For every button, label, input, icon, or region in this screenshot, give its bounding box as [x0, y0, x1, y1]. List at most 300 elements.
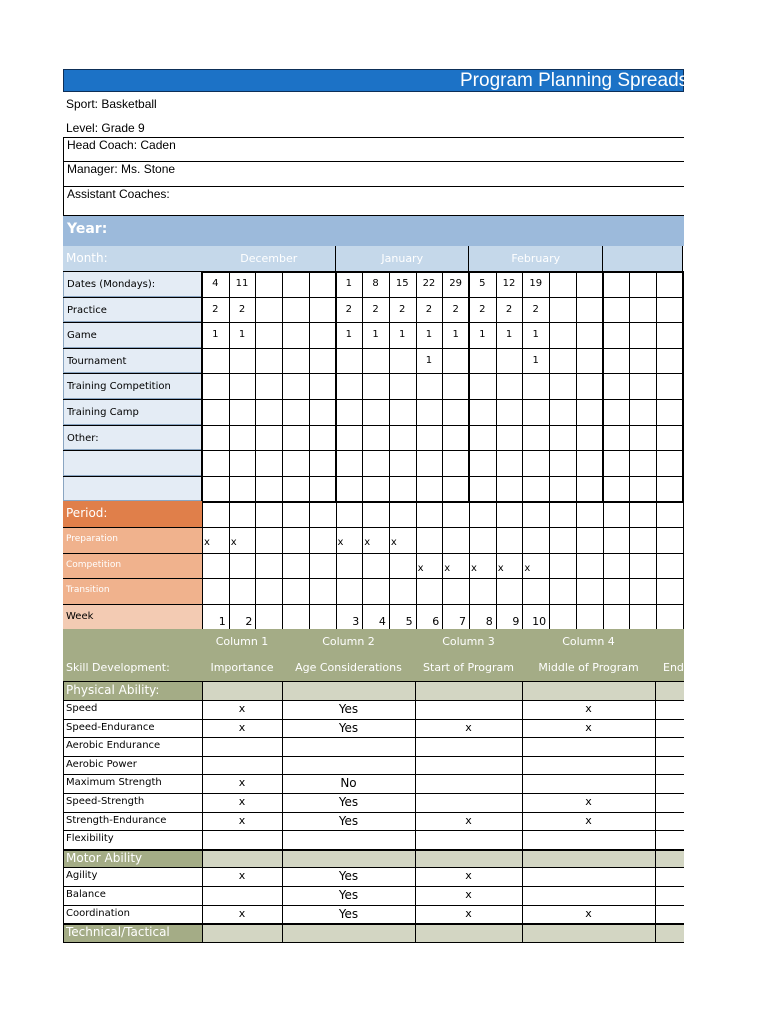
grid-line	[442, 501, 443, 629]
grid-line	[282, 271, 283, 501]
period-cell	[629, 578, 656, 604]
schedule-cell	[549, 322, 576, 348]
schedule-cell	[629, 271, 656, 297]
subcolumn-header: Importance	[210, 661, 274, 675]
grid-line	[389, 271, 390, 501]
grid-line	[63, 681, 64, 941]
schedule-cell	[416, 373, 443, 399]
period-cell: x	[230, 537, 237, 548]
age-considerations-cell: Yes	[338, 795, 359, 809]
skill-row-label: Flexibility	[66, 833, 114, 845]
grid-line	[468, 271, 470, 501]
schedule-cell	[282, 425, 309, 451]
period-cell	[336, 578, 363, 604]
schedule-cell	[576, 297, 603, 323]
period-cell: x	[204, 537, 210, 548]
manager-field: Manager: Ms. Stone	[63, 162, 684, 187]
period-cell: x	[471, 562, 477, 574]
schedule-cell: 1	[345, 278, 353, 289]
period-cell	[469, 527, 496, 553]
month-header: January	[336, 246, 470, 271]
schedule-cell	[629, 348, 656, 374]
period-cell: x	[364, 537, 371, 548]
schedule-cell: 11	[235, 278, 249, 289]
schedule-cell	[603, 476, 630, 502]
schedule-cell	[336, 476, 363, 502]
week-cell: 8	[485, 614, 493, 628]
schedule-cell	[656, 425, 683, 451]
middle-program-cell: x	[585, 906, 592, 920]
grid-line	[603, 501, 604, 629]
grid-line	[602, 271, 604, 501]
schedule-cell: 2	[505, 303, 513, 315]
grid-line	[202, 501, 203, 629]
skill-row-label: Maximum Strength	[66, 777, 162, 789]
schedule-cell	[255, 425, 282, 451]
schedule-cell	[282, 450, 309, 476]
schedule-cell	[576, 425, 603, 451]
period-cell	[416, 578, 443, 604]
middle-program-cell	[522, 737, 655, 756]
schedule-cell	[576, 271, 603, 297]
schedule-cell	[229, 476, 256, 502]
schedule-cell	[576, 348, 603, 374]
importance-cell: x	[238, 776, 246, 790]
schedule-cell	[656, 450, 683, 476]
week-cell: 6	[432, 614, 440, 628]
month-header: December	[202, 246, 336, 271]
period-cell	[309, 527, 336, 553]
schedule-cell	[442, 450, 469, 476]
schedule-cell	[576, 373, 603, 399]
schedule-row-label: Other:	[63, 425, 202, 451]
schedule-cell	[309, 297, 336, 323]
schedule-cell: 2	[345, 303, 353, 315]
schedule-cell	[336, 450, 363, 476]
column-header: Column 2	[322, 635, 375, 649]
week-cell: 3	[352, 614, 360, 628]
schedule-cell	[336, 425, 363, 451]
grid-line	[63, 774, 684, 775]
schedule-cell	[549, 399, 576, 425]
grid-line	[63, 322, 684, 323]
start-program-cell: x	[465, 888, 472, 901]
period-cell	[496, 578, 523, 604]
grid-line	[63, 756, 684, 757]
grid-line	[255, 271, 256, 501]
schedule-cell	[362, 476, 389, 502]
schedule-cell: 5	[479, 278, 486, 289]
schedule-cell	[309, 450, 336, 476]
middle-program-cell: x	[585, 813, 592, 827]
schedule-cell	[549, 271, 576, 297]
age-considerations-cell: Yes	[338, 813, 359, 828]
grid-line	[63, 578, 684, 579]
grid-line	[549, 271, 550, 501]
schedule-cell	[389, 348, 416, 374]
schedule-cell	[282, 271, 309, 297]
schedule-cell	[496, 476, 523, 502]
period-cell	[442, 527, 469, 553]
assistant-coaches-field: Assistant Coaches:	[63, 187, 684, 216]
middle-program-cell: x	[585, 795, 592, 808]
schedule-row-label: Tournament	[63, 348, 202, 374]
schedule-cell	[202, 425, 229, 451]
schedule-cell	[442, 373, 469, 399]
importance-cell: x	[238, 702, 246, 715]
age-considerations-cell: Yes	[338, 869, 359, 884]
period-cell	[389, 553, 416, 579]
schedule-cell: 1	[238, 329, 246, 341]
schedule-cell	[362, 373, 389, 399]
schedule-cell	[656, 373, 683, 399]
importance-cell	[202, 737, 282, 756]
schedule-cell	[416, 476, 443, 502]
schedule-cell: 2	[212, 303, 219, 315]
grid-line	[282, 681, 283, 941]
grid-line	[522, 501, 523, 629]
schedule-cell	[202, 450, 229, 476]
year-bar	[63, 216, 684, 246]
week-cell	[576, 604, 603, 630]
grid-line	[202, 681, 203, 941]
schedule-cell	[229, 425, 256, 451]
schedule-cell	[496, 425, 523, 451]
schedule-cell	[629, 425, 656, 451]
grid-line	[682, 246, 683, 271]
month-header: February	[469, 246, 603, 271]
schedule-cell: 1	[425, 354, 433, 366]
schedule-cell	[629, 399, 656, 425]
schedule-cell	[549, 425, 576, 451]
skill-row-label: Balance	[66, 889, 106, 900]
schedule-cell	[496, 399, 523, 425]
grid-line	[229, 271, 230, 501]
schedule-cell: 1	[345, 329, 353, 341]
schedule-cell	[336, 348, 363, 374]
schedule-cell	[416, 399, 443, 425]
age-considerations-cell: Yes	[338, 702, 359, 716]
schedule-cell	[603, 425, 630, 451]
grid-line	[63, 942, 684, 943]
period-cell	[522, 527, 549, 553]
grid-line	[549, 501, 550, 629]
schedule-row-label: Dates (Mondays):	[63, 271, 202, 297]
schedule-cell	[255, 450, 282, 476]
grid-line	[362, 271, 363, 501]
schedule-cell: 1	[532, 329, 539, 341]
schedule-cell	[549, 450, 576, 476]
week-cell: 2	[245, 614, 253, 628]
schedule-cell	[255, 297, 282, 323]
schedule-cell	[469, 348, 496, 374]
column-header: Column 4	[562, 635, 615, 649]
schedule-cell: 15	[395, 278, 409, 289]
week-cell	[255, 604, 282, 630]
schedule-cell	[442, 399, 469, 425]
skill-row-label: Speed	[66, 703, 98, 714]
period-cell	[442, 578, 469, 604]
schedule-row-label: Practice	[63, 297, 202, 323]
grid-line	[336, 501, 337, 629]
skill-row-label: Agility	[66, 870, 98, 882]
schedule-cell	[522, 476, 549, 502]
period-cell	[202, 578, 229, 604]
grid-line	[63, 476, 684, 477]
schedule-cell	[229, 399, 256, 425]
age-considerations-cell: Yes	[338, 720, 359, 735]
schedule-cell	[336, 373, 363, 399]
schedule-cell	[389, 373, 416, 399]
week-cell	[629, 604, 656, 630]
schedule-cell	[656, 271, 683, 297]
week-cell: 9	[512, 614, 520, 628]
schedule-cell	[629, 297, 656, 323]
period-cell	[282, 553, 309, 579]
start-program-cell	[415, 774, 522, 793]
schedule-cell: 1	[532, 354, 539, 366]
grid-line	[335, 271, 337, 501]
schedule-row-label	[63, 476, 202, 502]
skill-row-label: Strength-Endurance	[66, 814, 167, 826]
schedule-cell	[202, 348, 229, 374]
schedule-cell	[255, 476, 282, 502]
schedule-cell	[576, 476, 603, 502]
schedule-cell: 2	[532, 303, 539, 315]
start-program-cell: x	[465, 813, 472, 827]
schedule-cell	[416, 425, 443, 451]
head-coach-field: Head Coach: Caden	[63, 137, 684, 162]
grid-line	[629, 271, 630, 501]
grid-line	[63, 886, 684, 887]
grid-line	[282, 501, 283, 629]
period-cell	[549, 527, 576, 553]
start-program-cell: x	[465, 720, 472, 734]
schedule-row-label: Game	[63, 322, 202, 348]
grid-line	[63, 905, 684, 906]
schedule-cell	[629, 373, 656, 399]
grid-line	[655, 681, 656, 941]
grid-line	[63, 297, 684, 298]
schedule-cell: 2	[238, 303, 246, 315]
schedule-cell: 22	[422, 278, 436, 289]
grid-line	[309, 501, 310, 629]
schedule-cell	[656, 322, 683, 348]
middle-program-cell	[522, 774, 655, 793]
age-considerations-cell	[282, 830, 415, 849]
week-cell	[549, 604, 576, 630]
schedule-cell	[469, 450, 496, 476]
schedule-cell	[389, 399, 416, 425]
schedule-cell	[549, 476, 576, 502]
grid-line	[496, 271, 497, 501]
schedule-cell	[255, 271, 282, 297]
schedule-cell	[255, 373, 282, 399]
schedule-cell	[656, 399, 683, 425]
schedule-cell	[469, 476, 496, 502]
grid-line	[416, 501, 417, 629]
period-cell	[362, 578, 389, 604]
schedule-cell	[522, 399, 549, 425]
schedule-cell	[603, 297, 630, 323]
schedule-cell: 2	[425, 303, 433, 315]
schedule-cell	[202, 373, 229, 399]
schedule-cell	[522, 373, 549, 399]
schedule-cell	[282, 297, 309, 323]
grid-line	[682, 271, 684, 501]
age-considerations-cell	[282, 756, 415, 775]
schedule-cell	[522, 450, 549, 476]
schedule-cell	[496, 348, 523, 374]
section-title: Motor Ability	[63, 849, 202, 868]
schedule-cell	[603, 348, 630, 374]
period-row-label: Competition	[63, 553, 202, 579]
period-cell	[576, 553, 603, 579]
schedule-cell	[229, 373, 256, 399]
grid-line	[683, 501, 684, 629]
period-cell: x	[337, 537, 344, 548]
schedule-cell	[656, 476, 683, 502]
skill-row-label: Speed-Endurance	[66, 721, 155, 733]
grid-line	[63, 700, 684, 701]
schedule-cell	[549, 373, 576, 399]
week-label: Week	[63, 604, 202, 630]
grid-line	[496, 501, 497, 629]
schedule-row-label: Training Competition	[63, 373, 202, 399]
week-cell: 4	[378, 614, 386, 628]
schedule-cell	[549, 297, 576, 323]
schedule-cell	[282, 348, 309, 374]
importance-cell	[202, 886, 282, 905]
subcolumn-header: Start of Program	[423, 661, 514, 675]
schedule-cell	[282, 373, 309, 399]
grid-line	[415, 681, 416, 941]
start-program-cell	[415, 793, 522, 812]
schedule-row-label: Training Camp	[63, 399, 202, 425]
period-cell	[656, 553, 683, 579]
schedule-cell: 2	[372, 303, 379, 315]
skill-row-label: Coordination	[66, 907, 130, 919]
start-program-cell	[415, 830, 522, 849]
grid-line	[656, 271, 657, 501]
schedule-cell	[309, 399, 336, 425]
grid-line	[576, 501, 577, 629]
column-header: Column 1	[215, 635, 269, 649]
schedule-row-label	[63, 450, 202, 476]
title-banner	[63, 69, 726, 92]
schedule-cell	[255, 399, 282, 425]
period-cell	[229, 553, 256, 579]
schedule-cell	[603, 450, 630, 476]
schedule-cell: 2	[479, 303, 486, 315]
period-cell	[202, 553, 229, 579]
importance-cell: x	[238, 906, 246, 920]
grid-line	[576, 271, 577, 501]
age-considerations-cell: No	[340, 776, 357, 791]
period-cell	[282, 578, 309, 604]
period-cell	[255, 553, 282, 579]
period-cell	[549, 553, 576, 579]
week-cell	[282, 604, 309, 630]
schedule-cell: 1	[452, 329, 459, 341]
grid-line	[442, 271, 443, 501]
age-considerations-cell: Yes	[338, 888, 359, 902]
schedule-cell	[336, 399, 363, 425]
month-label: Month:	[63, 246, 202, 271]
week-cell: 10	[532, 614, 547, 628]
schedule-cell	[603, 271, 630, 297]
period-cell	[629, 527, 656, 553]
grid-line	[656, 501, 657, 629]
level-field: Level: Grade 9	[66, 121, 145, 135]
grid-line	[63, 849, 684, 851]
grid-line	[63, 719, 684, 720]
period-cell	[282, 527, 309, 553]
start-program-cell	[415, 700, 522, 719]
period-cell	[255, 578, 282, 604]
schedule-cell	[469, 399, 496, 425]
period-cell	[603, 553, 630, 579]
week-cell: 5	[405, 614, 413, 628]
schedule-cell	[576, 322, 603, 348]
period-cell	[229, 578, 256, 604]
period-cell	[389, 578, 416, 604]
subcolumn-header: Age Considerations	[295, 661, 402, 675]
grid-line	[63, 348, 684, 349]
schedule-cell	[309, 476, 336, 502]
grid-line	[201, 271, 203, 501]
schedule-cell	[496, 373, 523, 399]
grid-line	[63, 604, 684, 605]
period-cell	[603, 527, 630, 553]
schedule-cell	[629, 476, 656, 502]
period-cell	[255, 527, 282, 553]
schedule-cell	[389, 450, 416, 476]
schedule-cell: 1	[372, 329, 379, 341]
grid-line	[522, 271, 523, 501]
schedule-cell: 4	[212, 278, 219, 289]
schedule-cell	[603, 322, 630, 348]
subcolumn-header: Middle of Program	[538, 661, 639, 675]
grid-line	[63, 553, 684, 554]
period-cell	[496, 527, 523, 553]
grid-line	[522, 681, 523, 941]
week-cell	[309, 604, 336, 630]
grid-line	[389, 501, 390, 629]
schedule-cell: 8	[372, 278, 379, 289]
schedule-cell	[362, 450, 389, 476]
schedule-cell	[389, 425, 416, 451]
importance-cell: x	[238, 795, 246, 808]
sheet-title: Program Planning Spreadsheet	[460, 70, 726, 91]
schedule-cell	[255, 322, 282, 348]
schedule-cell	[603, 373, 630, 399]
grid-line	[63, 681, 684, 682]
period-cell	[603, 578, 630, 604]
schedule-cell	[309, 373, 336, 399]
middle-program-cell: x	[585, 702, 592, 715]
schedule-cell	[469, 373, 496, 399]
section-title: Technical/Tactical	[63, 923, 202, 942]
period-cell: x	[417, 562, 424, 574]
importance-cell	[202, 756, 282, 775]
importance-cell	[202, 830, 282, 849]
age-considerations-cell	[282, 737, 415, 756]
period-cell	[522, 578, 549, 604]
schedule-cell	[442, 425, 469, 451]
start-program-cell: x	[465, 906, 472, 920]
grid-line	[63, 450, 684, 451]
